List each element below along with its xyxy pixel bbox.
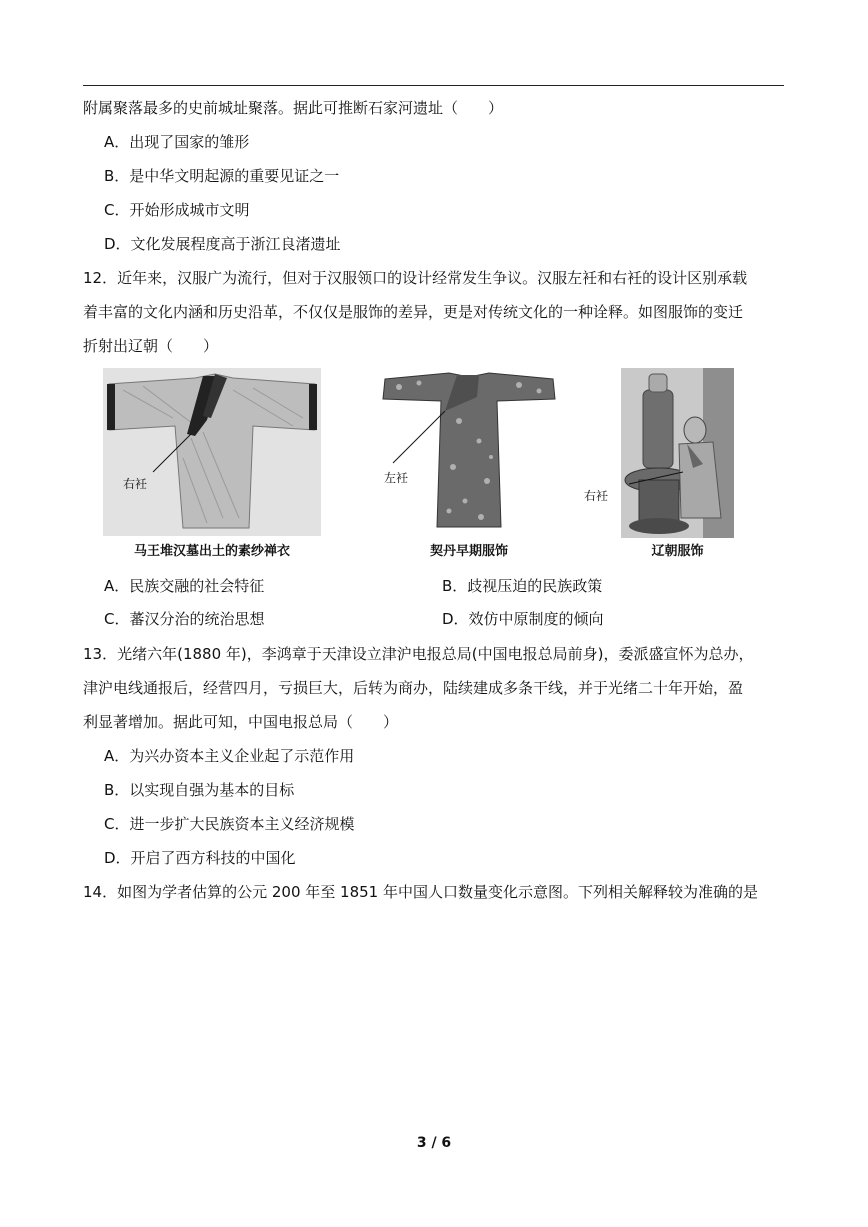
q12-option-c: C．蕃汉分治的统治思想	[104, 610, 265, 628]
q12-option-a: A．民族交融的社会特征	[104, 577, 265, 595]
q12-stem-line-2: 着丰富的文化内涵和历史沿革，不仅仅是服饰的差异，更是对传统文化的一种诠释。如图服饰的变迁	[83, 303, 744, 321]
header-rule	[83, 85, 784, 86]
figure-3-label: 右衽	[584, 489, 609, 503]
q14-stem: 14．如图为学者估算的公元 200 年至 1851 年中国人口数量变化示意图。下列相关解释较为准确的是	[83, 883, 758, 901]
figure-liao-mural	[584, 368, 734, 538]
q13-stem-line-2: 津沪电线通报后，经营四月，亏损巨大，后转为商办，陆续建成多条干线，并于光绪二十年开始，盈	[83, 679, 744, 697]
figure-1-caption: 马王堆汉墓出土的素纱禅衣	[133, 544, 290, 559]
q13-option-d: D．开启了西方科技的中国化	[104, 849, 296, 867]
q13-option-b: B．以实现自强为基本的目标	[104, 781, 295, 799]
figure-3-caption: 辽朝服饰	[651, 544, 704, 559]
q12-stem-line-3: 折射出辽朝（ ）	[83, 337, 219, 355]
q12-option-b: B．歧视压迫的民族政策	[442, 577, 603, 595]
figure-1-label: 右衽	[123, 477, 148, 491]
q13-stem-line-3: 利显著增加。据此可知，中国电报总局（ ）	[83, 713, 399, 731]
figure-khitan-robe	[379, 371, 559, 531]
q11-option-c: C．开始形成城市文明	[104, 201, 250, 219]
figure-2-caption: 契丹早期服饰	[429, 544, 508, 559]
q13-option-a: A．为兴办资本主义企业起了示范作用	[104, 747, 355, 765]
figure-2-label: 左衽	[384, 471, 409, 485]
q11-option-b: B．是中华文明起源的重要见证之一	[104, 167, 340, 185]
q12-stem-line-1: 12．近年来，汉服广为流行，但对于汉服领口的设计经常发生争议。汉服左衽和右衽的设计区别承载	[83, 269, 748, 287]
page-number: 3 / 6	[416, 1135, 452, 1151]
q11-stem-continuation: 附属聚落最多的史前城址聚落。据此可推断石家河遗址（ ）	[83, 99, 504, 117]
q13-option-c: C．进一步扩大民族资本主义经济规模	[104, 815, 355, 833]
q13-stem-line-1: 13．光绪六年(1880 年)，李鸿章于天津设立津沪电报总局(中国电报总局前身)，委派盛宣怀为总办，	[83, 645, 754, 663]
q11-option-a: A．出现了国家的雏形	[104, 133, 250, 151]
figure-han-gauze-robe	[103, 368, 321, 536]
q12-option-d: D．效仿中原制度的倾向	[442, 610, 604, 628]
q11-option-d: D．文化发展程度高于浙江良渚遗址	[104, 235, 341, 253]
